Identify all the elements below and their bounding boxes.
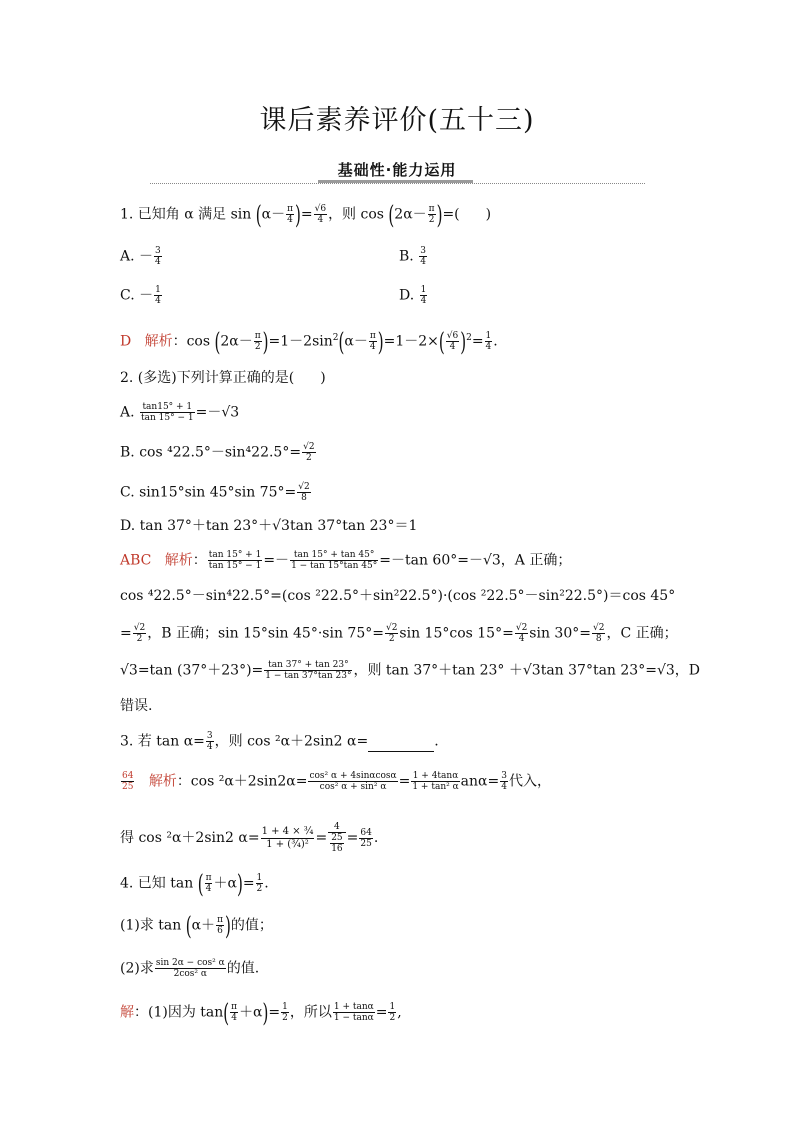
option-2c: C. sin15°sin 45°sin 75°= $\frac{√2}{8}$ bbox=[120, 482, 310, 503]
answer-2-line-5: 错误. bbox=[120, 698, 153, 714]
dotted-divider bbox=[150, 183, 645, 184]
answer-4-line-1: 解：(1)因为 tan( $\frac{\pi}{4}$ ＋α)= $\frac{1}{2}$ ，所以 $\frac{1 + \tan\alpha}{1 - \tan\alpha}$ = $\frac{1}{2}$ , bbox=[120, 997, 402, 1028]
question-4-part-1: (1)求 tan (α＋ $\frac{\pi}{6}$ )的值； bbox=[120, 910, 273, 941]
answer-label: 解析 bbox=[144, 333, 173, 350]
page-title: 课后素养评价(五十三) bbox=[259, 105, 535, 136]
answer-blank bbox=[368, 737, 434, 752]
answer-3-line-2: 得 cos ²α＋2sin2 α= $\frac{\text{1 + 4 × ¾}}{\text{1 + (¾)²}}$ = $\frac{4}{\frac{25}{16}}$ = $\frac{64}{25}$ . bbox=[120, 822, 379, 854]
option-1a: A. － $\frac{3}{4}$ bbox=[120, 246, 161, 267]
answer-2-line-2: cos ⁴22.5°－sin⁴22.5°=(cos ²22.5°＋sin²22.5°)·(cos ²22.5°－sin²22.5°)＝cos 45° bbox=[120, 588, 676, 604]
answer-1: D 解析：cos (2α－ $\frac{\pi}{2}$ )$=1-2\sin^2(\alpha-$ $\frac{\pi}{4}$ )=1－2×( $\frac{√6}{4}$ )$^2$= $\frac{1}{4}$ . bbox=[120, 326, 498, 357]
option-2d: D. tan 37°＋tan 23°＋√3tan 37°tan 23°＝1 bbox=[120, 518, 418, 534]
solution-label: 解 bbox=[120, 1004, 134, 1021]
answer-letter: ABC bbox=[120, 552, 152, 569]
answer-2-line-1: ABC 解析： $\frac{\tan 15^\circ + 1}{\tan 15^\circ - 1}$ =－ $\frac{\tan 15^\circ + \tan 45^\circ}{1 - \tan 15^\circ\tan 45^\circ}$ =－tan 60°=－√3，A 正确； bbox=[120, 550, 572, 571]
answer-label: 解析 bbox=[164, 552, 193, 569]
option-1d: D. $\frac{1}{4}$ bbox=[399, 285, 427, 306]
question-1-stem: 1. 已知角 α 满足 sin (α－ $\frac{\pi}{4}$ )= $\frac{√6}{4}$ ，则 cos (2α－ $\frac{\pi}{2}$ )=( ) bbox=[120, 199, 492, 230]
answer-2-line-4: √3=tan (37°＋23°)= $\frac{\tan 37^\circ + \tan 23^\circ}{1 - \tan 37^\circ\tan 23^\circ}$ ，则 tan 37°＋tan 23° ＋√3tan 37°tan 23°=√3，D bbox=[120, 660, 700, 681]
option-1c: C. － $\frac{1}{4}$ bbox=[120, 285, 161, 306]
question-3-stem: 3. 若 tan α= $\frac{3}{4}$ ，则 cos ²α＋2sin2 α= . bbox=[120, 731, 439, 752]
answer-2-line-3: = $\frac{√2}{2}$ ，B 正确；sin 15°sin 45°·sin 75°= $\frac{√2}{2}$ sin 15°cos 15°= $\frac{√2}{4}$ sin 30°= $\frac{√2}{8}$ ，C 正确； bbox=[120, 623, 678, 644]
option-2a: A. $\frac{\tan 15^\circ + 1}{\tan 15^\circ - 1}$ =－√3 bbox=[120, 402, 240, 423]
option-1b: B. $\frac{3}{4}$ bbox=[399, 246, 426, 267]
question-4-stem: 4. 已知 tan ( $\frac{\pi}{4}$ ＋α)= $\frac{1}{2}$ . bbox=[120, 868, 269, 899]
answer-letter: D bbox=[120, 333, 132, 350]
option-2b: B. cos ⁴22.5°－sin⁴22.5°= $\frac{√2}{2}$ bbox=[120, 442, 315, 463]
answer-3-line-1: $\frac{64}{25}$ 解析：cos ²α＋2sin2α= $\frac{\text{cos² α + 4sinαcosα}}{\text{cos² α + sin² α}}$ = $\frac{1 + 4\tan\alpha}{\text{1 + tan² α}}$ anα= $\frac{3}{4}$ 代入， bbox=[122, 771, 551, 792]
question-2-stem: 2. (多选)下列计算正确的是( ) bbox=[120, 370, 326, 386]
section-subtitle: 基础性·能力运用 bbox=[337, 161, 457, 179]
question-4-part-2: (2)求 $\frac{\text{sin 2α − cos² α}}{\text{2cos² α}}$ 的值. bbox=[120, 958, 260, 979]
answer-label: 解析 bbox=[148, 773, 177, 790]
